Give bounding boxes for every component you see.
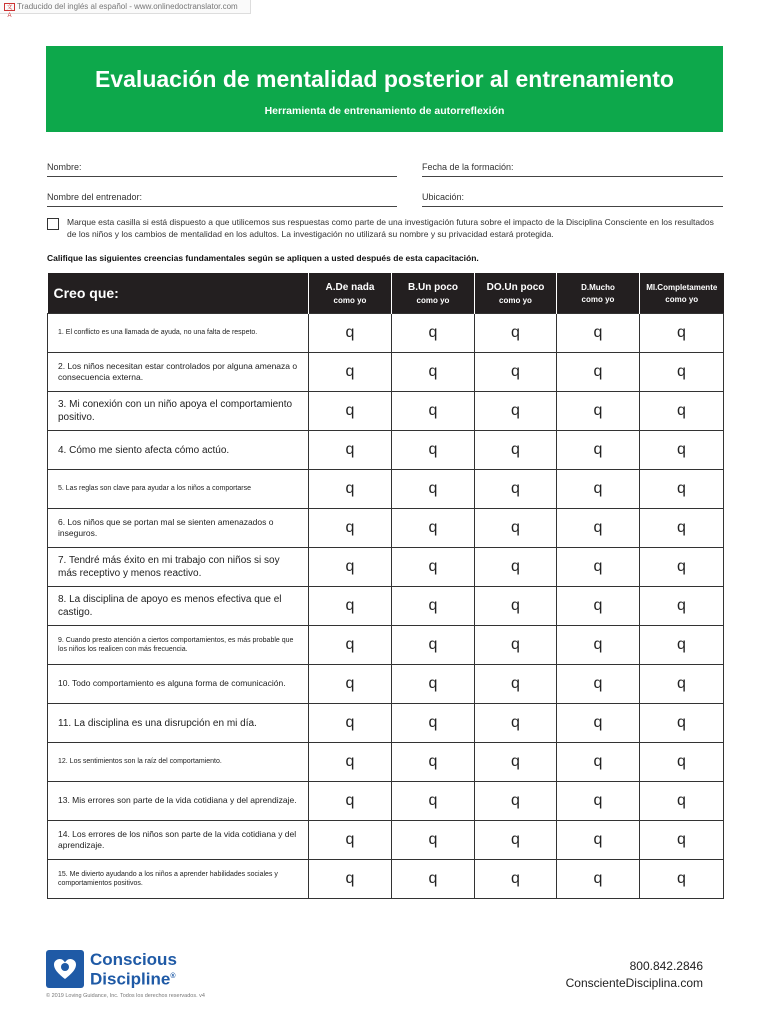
option-checkbox-e[interactable]: q: [640, 392, 724, 431]
table-row: [48, 431, 724, 470]
option-checkbox-a[interactable]: q: [309, 548, 392, 587]
training-date-label: Fecha de la formación:: [422, 162, 514, 172]
option-checkbox-b[interactable]: q: [392, 392, 475, 431]
column-b-label: B.Un poco: [408, 281, 458, 293]
belief-statement: 10. Todo comportamiento es alguna forma de comunicación.: [48, 665, 309, 704]
option-checkbox-a[interactable]: q: [309, 314, 392, 353]
option-checkbox-a[interactable]: q: [309, 470, 392, 509]
option-checkbox-d[interactable]: q: [557, 509, 640, 548]
option-checkbox-e[interactable]: q: [640, 821, 724, 860]
option-checkbox-a[interactable]: q: [309, 821, 392, 860]
table-row: [48, 626, 724, 665]
belief-statement: 1. El conflicto es una llamada de ayuda, no una falta de respeto.: [48, 314, 309, 353]
option-checkbox-c[interactable]: q: [475, 314, 557, 353]
belief-statement: 12. Los sentimientos son la raíz del comportamiento.: [48, 743, 309, 782]
option-checkbox-d[interactable]: q: [557, 821, 640, 860]
option-checkbox-e[interactable]: q: [640, 860, 724, 899]
translator-bar: [0, 0, 251, 19]
belief-statement: 13. Mis errores son parte de la vida cotidiana y del aprendizaje.: [48, 782, 309, 821]
option-checkbox-c[interactable]: q: [475, 470, 557, 509]
option-checkbox-b[interactable]: q: [392, 743, 475, 782]
option-checkbox-c[interactable]: q: [475, 392, 557, 431]
belief-statement: 8. La disciplina de apoyo es menos efectiva que el castigo.: [48, 587, 309, 626]
option-checkbox-d[interactable]: q: [557, 587, 640, 626]
belief-statement: 3. Mi conexión con un niño apoya el comportamiento positivo.: [48, 392, 309, 431]
option-checkbox-b[interactable]: q: [392, 860, 475, 899]
belief-statement: 9. Cuando presto atención a ciertos comportamientos, es más probable que los niños los realicen con más frecuencia.: [48, 626, 309, 665]
trainer-name-field[interactable]: [47, 192, 397, 207]
option-checkbox-d[interactable]: q: [557, 470, 640, 509]
option-checkbox-e[interactable]: q: [640, 353, 724, 392]
option-checkbox-e[interactable]: q: [640, 314, 724, 353]
table-row: [48, 821, 724, 860]
column-header-d: [557, 273, 640, 314]
option-checkbox-c[interactable]: q: [475, 665, 557, 704]
belief-statement: 2. Los niños necesitan estar controlados por alguna amenaza o consecuencia externa.: [48, 353, 309, 392]
statement-column-header: Creo que:: [48, 273, 309, 314]
table-row: [48, 860, 724, 899]
beliefs-table: [47, 273, 724, 899]
name-field[interactable]: [47, 162, 397, 177]
rating-instruction: Califique las siguientes creencias fundamentales según se apliquen a usted después de esta capacitación.: [47, 253, 479, 263]
option-checkbox-d[interactable]: q: [557, 665, 640, 704]
contact-info: [566, 958, 703, 992]
option-checkbox-b[interactable]: q: [392, 821, 475, 860]
option-checkbox-a[interactable]: q: [309, 665, 392, 704]
option-checkbox-c[interactable]: q: [475, 509, 557, 548]
option-checkbox-e[interactable]: q: [640, 587, 724, 626]
column-a-sublabel: como yo: [333, 295, 367, 305]
table-row: [48, 704, 724, 743]
option-checkbox-c[interactable]: q: [475, 548, 557, 587]
table-row: [48, 743, 724, 782]
option-checkbox-e[interactable]: q: [640, 782, 724, 821]
column-c-label: DO.Un poco: [486, 281, 545, 293]
table-row: [48, 587, 724, 626]
option-checkbox-d[interactable]: q: [557, 431, 640, 470]
option-checkbox-b[interactable]: q: [392, 314, 475, 353]
option-checkbox-a[interactable]: q: [309, 860, 392, 899]
table-row: [48, 314, 724, 353]
option-checkbox-d[interactable]: q: [557, 626, 640, 665]
belief-statement: 5. Las reglas son clave para ayudar a los niños a comportarse: [48, 470, 309, 509]
table-row: [48, 392, 724, 431]
logo-text-conscious: Conscious: [90, 949, 177, 969]
option-checkbox-b[interactable]: q: [392, 470, 475, 509]
column-b-sublabel: como yo: [416, 295, 450, 305]
option-checkbox-e[interactable]: q: [640, 509, 724, 548]
belief-statement: 6. Los niños que se portan mal se sienten amenazados o inseguros.: [48, 509, 309, 548]
column-d-label: D.Mucho: [581, 282, 615, 292]
table-row: [48, 665, 724, 704]
column-header-a: [309, 273, 392, 314]
title-banner: [46, 46, 723, 132]
table-row: [48, 548, 724, 587]
trainer-name-label: Nombre del entrenador:: [47, 192, 143, 202]
translator-text: Traducido del inglés al español - www.onlinedoctranslator.com: [17, 2, 238, 11]
option-checkbox-a[interactable]: q: [309, 353, 392, 392]
option-checkbox-b[interactable]: q: [392, 509, 475, 548]
copyright-notice: © 2019 Loving Guidance, Inc. Todos los derechos reservados. v4: [46, 993, 205, 999]
logo-heart-icon: [46, 950, 84, 988]
page-subtitle: Herramienta de entrenamiento de autorreflexión: [264, 105, 505, 117]
consent-text: Marque esta casilla si está dispuesto a que utilicemos sus respuestas como parte de una investigación futura sobre el impacto de la Disciplina Consciente en los resultados de los niños y los cambios de mentalidad en los adultos. La investigación no utilizará su nombre y su privacidad estará protegida.: [67, 217, 714, 239]
option-checkbox-b[interactable]: q: [392, 626, 475, 665]
table-row: [48, 470, 724, 509]
option-checkbox-e[interactable]: q: [640, 548, 724, 587]
option-checkbox-a[interactable]: q: [309, 587, 392, 626]
belief-statement: 11. La disciplina es una disrupción en mi día.: [48, 704, 309, 743]
option-checkbox-d[interactable]: q: [557, 860, 640, 899]
option-checkbox-c[interactable]: q: [475, 743, 557, 782]
option-checkbox-e[interactable]: q: [640, 626, 724, 665]
column-header-b: [392, 273, 475, 314]
option-checkbox-e[interactable]: q: [640, 665, 724, 704]
option-checkbox-b[interactable]: q: [392, 431, 475, 470]
option-checkbox-c[interactable]: q: [475, 587, 557, 626]
option-checkbox-b[interactable]: q: [392, 782, 475, 821]
option-checkbox-b[interactable]: q: [392, 587, 475, 626]
option-checkbox-d[interactable]: q: [557, 314, 640, 353]
column-c-sublabel: como yo: [499, 295, 532, 305]
option-checkbox-e[interactable]: q: [640, 470, 724, 509]
page-title: Evaluación de mentalidad posterior al entrenamiento: [95, 66, 674, 92]
phone-number: 800.842.2846: [629, 959, 703, 973]
belief-statement: 15. Me divierto ayudando a los niños a aprender habilidades sociales y comportamientos positivos.: [48, 860, 309, 899]
conscious-discipline-logo: [46, 950, 177, 988]
location-field[interactable]: [422, 192, 723, 207]
name-label: Nombre:: [47, 162, 82, 172]
option-checkbox-c[interactable]: q: [475, 782, 557, 821]
option-checkbox-c[interactable]: q: [475, 860, 557, 899]
option-checkbox-a[interactable]: q: [309, 743, 392, 782]
website-link[interactable]: ConscienteDisciplina.com: [565, 976, 703, 990]
column-e-sublabel: como yo: [665, 294, 699, 304]
registered-mark: ®: [170, 972, 176, 980]
option-checkbox-c[interactable]: q: [475, 821, 557, 860]
training-date-field[interactable]: [422, 162, 723, 177]
option-checkbox-a[interactable]: q: [309, 509, 392, 548]
table-row: [48, 509, 724, 548]
option-checkbox-c[interactable]: q: [475, 626, 557, 665]
consent-checkbox[interactable]: [47, 218, 59, 230]
column-header-c: [475, 273, 557, 314]
belief-statement: 7. Tendré más éxito en mi trabajo con niños si soy más receptivo y menos reactivo.: [48, 548, 309, 587]
column-e-label: MI.Completamente: [646, 282, 718, 292]
option-checkbox-c[interactable]: q: [475, 353, 557, 392]
location-label: Ubicación:: [422, 192, 465, 202]
option-checkbox-b[interactable]: q: [392, 353, 475, 392]
option-checkbox-a[interactable]: q: [309, 626, 392, 665]
option-checkbox-d[interactable]: q: [557, 392, 640, 431]
option-checkbox-c[interactable]: q: [475, 431, 557, 470]
option-checkbox-e[interactable]: q: [640, 743, 724, 782]
option-checkbox-d[interactable]: q: [557, 353, 640, 392]
option-checkbox-e[interactable]: q: [640, 704, 724, 743]
table-row: [48, 782, 724, 821]
belief-statement: 14. Los errores de los niños son parte de la vida cotidiana y del aprendizaje.: [48, 821, 309, 860]
option-checkbox-b[interactable]: q: [392, 665, 475, 704]
option-checkbox-b[interactable]: q: [392, 704, 475, 743]
option-checkbox-b[interactable]: q: [392, 548, 475, 587]
option-checkbox-a[interactable]: q: [309, 431, 392, 470]
table-row: [48, 353, 724, 392]
option-checkbox-c[interactable]: q: [475, 704, 557, 743]
logo-text-discipline: Discipline: [90, 969, 171, 989]
translate-icon: 文A: [4, 3, 15, 11]
option-checkbox-a[interactable]: q: [309, 782, 392, 821]
option-checkbox-d[interactable]: q: [557, 743, 640, 782]
option-checkbox-d[interactable]: q: [557, 782, 640, 821]
option-checkbox-d[interactable]: q: [557, 548, 640, 587]
option-checkbox-e[interactable]: q: [640, 431, 724, 470]
research-consent: [47, 216, 723, 240]
belief-statement: 4. Cómo me siento afecta cómo actúo.: [48, 431, 309, 470]
option-checkbox-d[interactable]: q: [557, 704, 640, 743]
column-d-sublabel: como yo: [581, 294, 615, 304]
column-a-label: A.De nada: [325, 281, 375, 293]
option-checkbox-a[interactable]: q: [309, 392, 392, 431]
table-header-row: [48, 273, 724, 314]
option-checkbox-a[interactable]: q: [309, 704, 392, 743]
column-header-e: [640, 273, 724, 314]
